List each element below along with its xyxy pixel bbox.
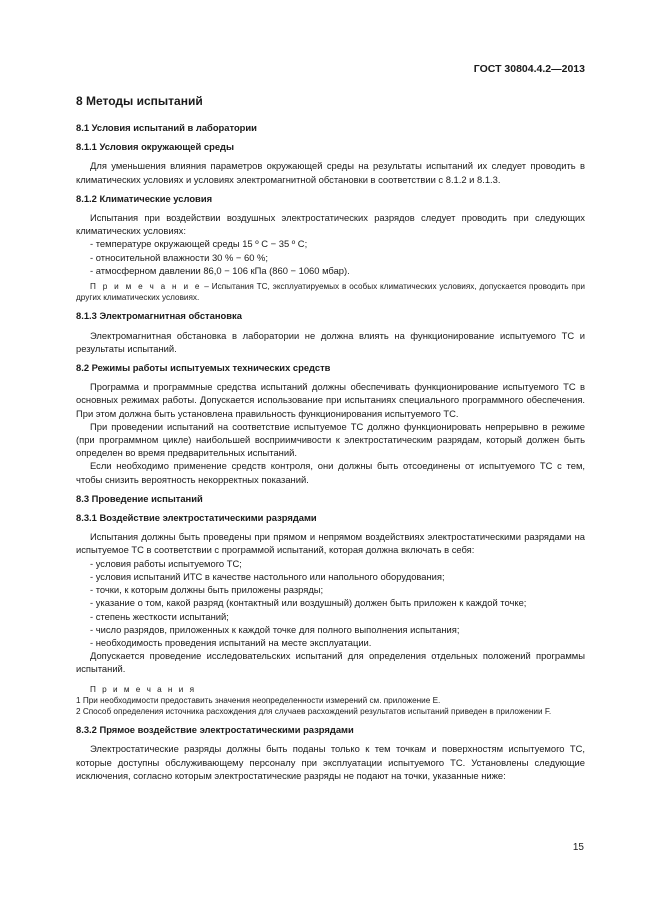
list-item: - относительной влажности 30 % − 60 %; [90,251,268,263]
list-item: - степень жесткости испытаний; [90,610,229,622]
subsection-title-8-1: 8.1 Условия испытаний в лаборатории [76,122,257,133]
heading-8-3-1: 8.3.1 Воздействие электростатическими разрядами [76,512,317,524]
heading-8-3-2: 8.3.2 Прямое воздействие электростатическими разрядами [76,724,354,736]
list-item: - точки, к которым должны быть приложены разряды; [90,584,324,596]
subsection-title-8-2: 8.2 Режимы работы испытуемых технических средств [76,362,331,374]
paragraph-8-1-3: Электромагнитная обстановка в лаборатории не должна влиять на функционирование испытуемого ТС и результаты испытаний. [76,329,585,354]
list-item: - число разрядов, приложенных к каждой точке для полного выполнения испытания; [90,623,460,635]
subsection-title-8-3: 8.3 Проведение испытаний [76,492,203,504]
note-label: П р и м е ч а н и е [90,282,202,292]
section-title: 8 Методы испытаний [76,94,203,108]
paragraph-8-2-2: При проведении испытаний на соответствие испытуемое ТС должно функционировать непрерывно в режиме (при программном цикле) наибольшей восприимчивости к электростатическим разрядам, который должен быть определен во время предварительных испытаний. [76,420,585,459]
document-body [76,93,585,782]
note-item: 1 При необходимости предоставить значения неопределенности измерений см. приложение Е. [76,695,441,705]
list-item: - указание о том, какой разряд (контактный или воздушный) должен быть приложен к каждой точке; [90,597,527,609]
note-8-1-2 [76,281,585,303]
list-item: - температуре окружающей среды 15 º С − 35 º С; [90,238,308,250]
paragraph-8-1-1: Для уменьшения влияния параметров окружающей среды на результаты испытаний их следует проводить в климатических условиях и условиях электромагнитной обстановки в соответствии с 8.1.2 и 8.1.3. [76,160,585,185]
page-number: 15 [572,842,584,853]
standard-number: ГОСТ 30804.4.2—2013 [473,63,585,75]
list-item: - необходимость проведения испытаний на месте эксплуатации. [90,636,372,648]
note-item: 2 Способ определения источника расхождения для случаев расхождений результатов испытаний приведен в приложении F. [76,706,552,716]
paragraph-8-3-1: Испытания должны быть проведены при прямом и непрямом воздействиях электростатическими разрядами на испытуемое ТС в соответствии с программой испытаний, которая должна включать в себя: [76,531,585,556]
notes-label: П р и м е ч а н и я [90,684,197,694]
paragraph-8-1-2: Испытания при воздействии воздушных электростатических разрядов следует проводить при следующих климатических условиях: [76,212,585,237]
list-item: - условия работы испытуемого ТС; [90,557,242,569]
paragraph-8-2-3: Если необходимо применение средств контроля, они должны быть отсоединены от испытуемого ТС с тем, чтобы снизить вероятность некорректных показаний. [76,460,585,485]
paragraph-8-2-1: Программа и программные средства испытаний должны обеспечивать функционирование испытуемого ТС в основных режимах работы. Допускается использование при испытаниях специального программного обеспечения. При этом должна быть установлена правильность функционирования испытуемого ТС. [76,381,585,419]
heading-8-1-2: 8.1.2 Климатические условия [76,192,213,204]
heading-8-1-3: 8.1.3 Электромагнитная обстановка [76,310,242,322]
paragraph-8-3-2: Электростатические разряды должны быть поданы только к тем точкам и поверхностям испытуемого ТС, которые доступны обслуживающему персоналу при эксплуатации испытуемого ТС. Установлены следующие исключения, согласно которым электростатические разряды не подают на точки, указанные ниже: [76,743,585,781]
note-text: – Испытания ТС, эксплуатируемых в особых климатических условиях, допускается проводить при других климатических условиях. [76,282,585,303]
list-item: - условия испытаний ИТС в качестве настольного или напольного оборудования; [90,570,445,582]
heading-8-1-1: 8.1.1 Условия окружающей среды [76,141,235,153]
list-item: - атмосферном давлении 86,0 − 106 кПа (860 − 1060 мбар). [90,264,350,276]
paragraph-8-3-1-b: Допускается проведение исследовательских испытаний для определения отдельных положений программы испытаний. [76,650,585,675]
